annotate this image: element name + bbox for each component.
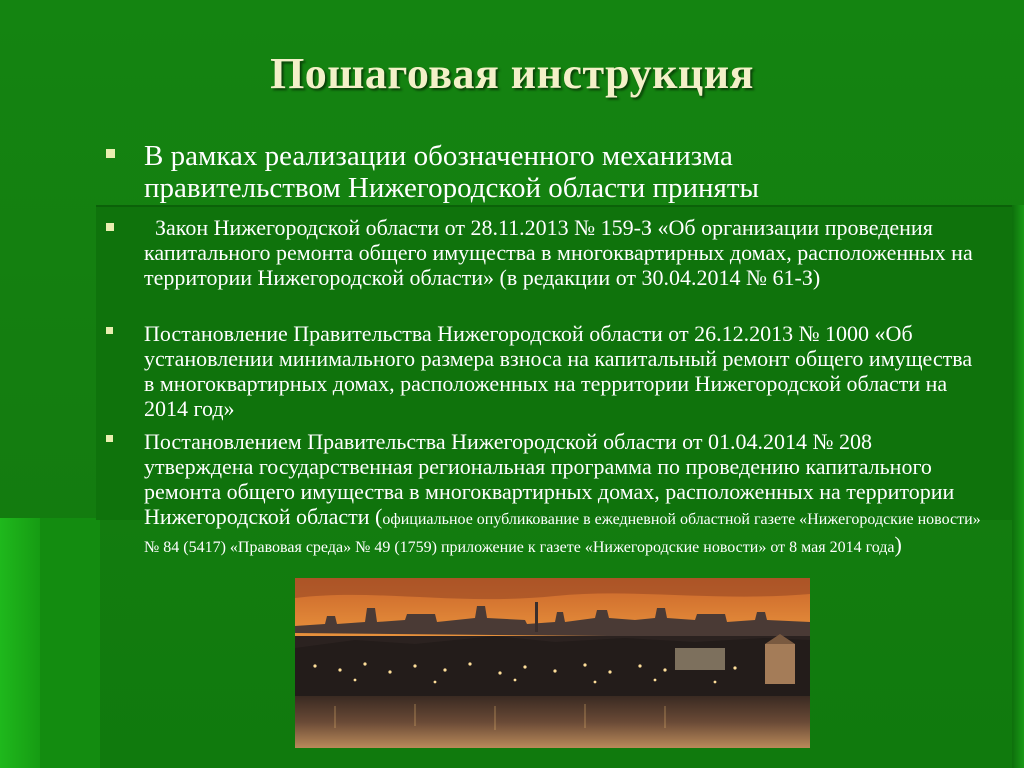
- list-item-law: [106, 215, 986, 290]
- list-item-resolution-208: [106, 429, 986, 560]
- list-item-text: Постановление Правительства Нижегородской области от 26.12.2013 № 1000 «Об установлении минимального размера взноса на капитальный ремонт общего имущества в многоквартирных домах, расположенных на территории Нижегородской области на 2014 год»: [144, 321, 973, 421]
- square-bullet-icon: [106, 327, 113, 334]
- publication-note: официальное опубликование в ежедневной областной газете «Нижегородские новости» № 84 (5417) «Правовая среда» № 49 (1759) приложение к газете «Нижегородские новости» от 8 мая 2014 года: [144, 511, 981, 556]
- decorative-strip-right: [1012, 205, 1024, 768]
- decorative-band-left: [0, 518, 40, 768]
- city-night-photo: [295, 578, 810, 748]
- list-item-resolution-1000: [106, 321, 986, 421]
- decorative-band-middle: [40, 518, 100, 768]
- closing-paren: ): [894, 532, 902, 557]
- list-item-text: Закон Нижегородской области от 28.11.2013 № 159-З «Об организации проведения капитального ремонта общего имущества в многоквартирных домах, расположенных на территории Нижегородской области» (в редакции от 30.04.2014 № 61-З): [144, 215, 979, 290]
- list-item-text: Постановлением Правительства Нижегородской области от 01.04.2014 № 208 утверждена государственная региональная программа по проведению капитального ремонта общего имущества в многоквартирных домах, расположенных на территории Нижегородской области (: [144, 429, 955, 529]
- intro-text: В рамках реализации обозначенного механизма правительством Нижегородской области приняты: [144, 140, 760, 204]
- panel-edge: [96, 205, 1024, 207]
- square-bullet-icon: [106, 435, 113, 442]
- list-item-text-container: [144, 429, 986, 560]
- square-bullet-icon: [106, 223, 114, 231]
- slide-title: Пошаговая инструкция: [270, 49, 754, 98]
- square-bullet-icon: [106, 149, 115, 158]
- intro-bullet: [106, 140, 906, 204]
